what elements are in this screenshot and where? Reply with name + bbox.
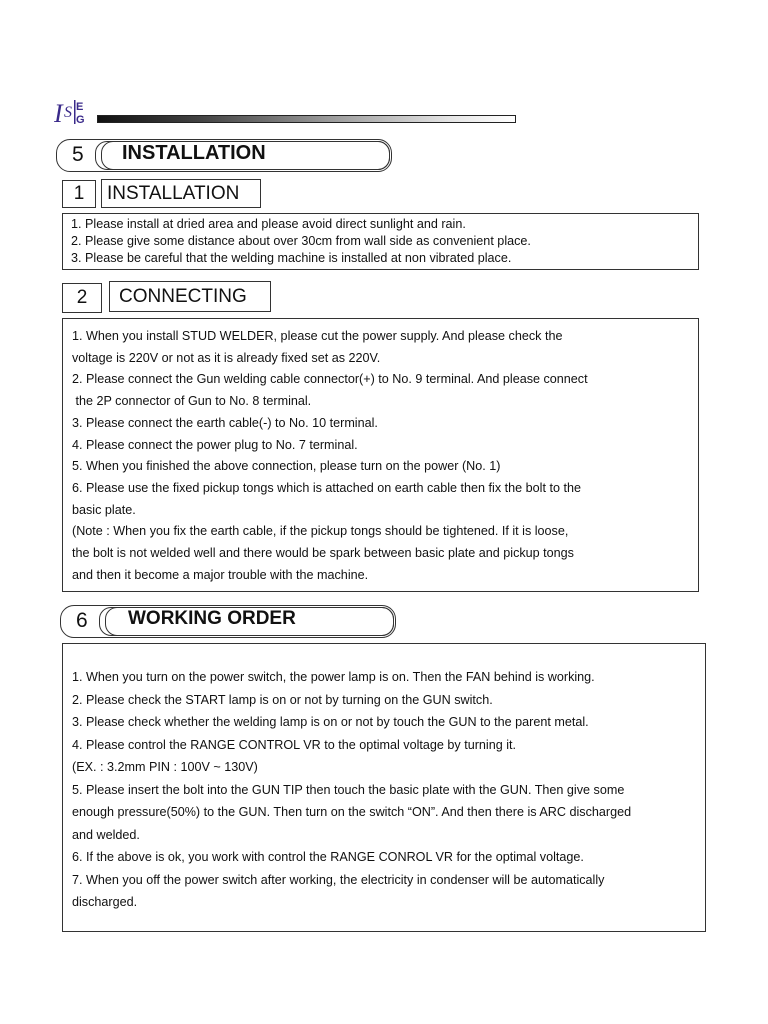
working-order-content-box (62, 643, 706, 932)
working-order-line: (EX. : 3.2mm PIN : 100V ~ 130V) (72, 760, 258, 774)
connecting-line: the 2P connector of Gun to No. 8 terminal. (72, 394, 312, 409)
connecting-line: 1. When you install STUD WELDER, please cut the power supply. And please check the (72, 329, 563, 343)
svg-text:S: S (64, 104, 72, 121)
subsection-1-title: INSTALLATION (101, 179, 261, 208)
connecting-line: 2. Please connect the Gun welding cable connector(+) to No. 9 terminal. And please connect (72, 372, 588, 387)
working-order-line: 4. Please control the RANGE CONTROL VR to the optimal voltage by turning it. (72, 737, 517, 752)
connecting-line: and then it become a major trouble with the machine. (72, 567, 369, 582)
connecting-line: 5. When you finished the above connection, please turn on the power (No. 1) (72, 459, 501, 474)
working-order-line: 7. When you off the power switch after working, the electricity in condenser will be automatically (72, 872, 605, 887)
installation-line: 2. Please give some distance about over 30cm from wall side as convenient place. (71, 234, 531, 248)
subsection-1-number: 1 (62, 180, 96, 208)
working-order-line: enough pressure(50%) to the GUN. Then turn on the switch “ON”. And then there is ARC discharged (72, 805, 632, 819)
connecting-line: voltage is 220V or not as it is already fixed set as 220V. (72, 350, 381, 365)
svg-text:I: I (54, 99, 63, 126)
company-logo (54, 98, 98, 126)
section-5-header (56, 139, 392, 172)
section-6-header (60, 605, 396, 638)
connecting-content-box (62, 318, 699, 592)
installation-content-box (62, 213, 699, 270)
working-order-line: 6. If the above is ok, you work with control the RANGE CONROL VR for the optimal voltage. (72, 850, 584, 864)
installation-line: 3. Please be careful that the welding machine is installed at non vibrated place. (71, 251, 512, 265)
connecting-line: 4. Please connect the power plug to No. 7 terminal. (72, 437, 358, 452)
working-order-line: 2. Please check the START lamp is on or not by turning on the GUN switch. (72, 692, 493, 707)
section-6-number: 6 (76, 609, 88, 632)
working-order-line: discharged. (72, 895, 138, 909)
svg-text:E: E (76, 101, 84, 113)
connecting-line: (Note : When you fix the earth cable, if the pickup tongs should be tightened. If it is loose, (72, 524, 569, 539)
working-order-line: 5. Please insert the bolt into the GUN TIP then touch the basic plate with the GUN. Then give some (72, 782, 625, 797)
working-order-line: 1. When you turn on the power switch, the power lamp is on. Then the FAN behind is working. (72, 670, 595, 684)
subsection-2-number: 2 (62, 283, 102, 313)
connecting-line: the bolt is not welded well and there would be spark between basic plate and pickup tongs (72, 546, 574, 561)
working-order-line: and welded. (72, 827, 140, 842)
working-order-line: 3. Please check whether the welding lamp is on or not by touch the GUN to the parent metal. (72, 715, 589, 729)
section-6-title: WORKING ORDER (128, 608, 296, 629)
section-5-number: 5 (72, 143, 84, 166)
installation-line: 1. Please install at dried area and please avoid direct sunlight and rain. (71, 217, 466, 231)
subsection-2-title: CONNECTING (109, 281, 271, 312)
connecting-line: 3. Please connect the earth cable(-) to No. 10 terminal. (72, 415, 378, 430)
connecting-line: 6. Please use the fixed pickup tongs which is attached on earth cable then fix the bolt to the (72, 480, 581, 495)
header-gradient-bar (97, 115, 516, 123)
svg-text:G: G (76, 114, 85, 126)
section-5-title: INSTALLATION (122, 142, 266, 164)
connecting-line: basic plate. (72, 502, 136, 517)
